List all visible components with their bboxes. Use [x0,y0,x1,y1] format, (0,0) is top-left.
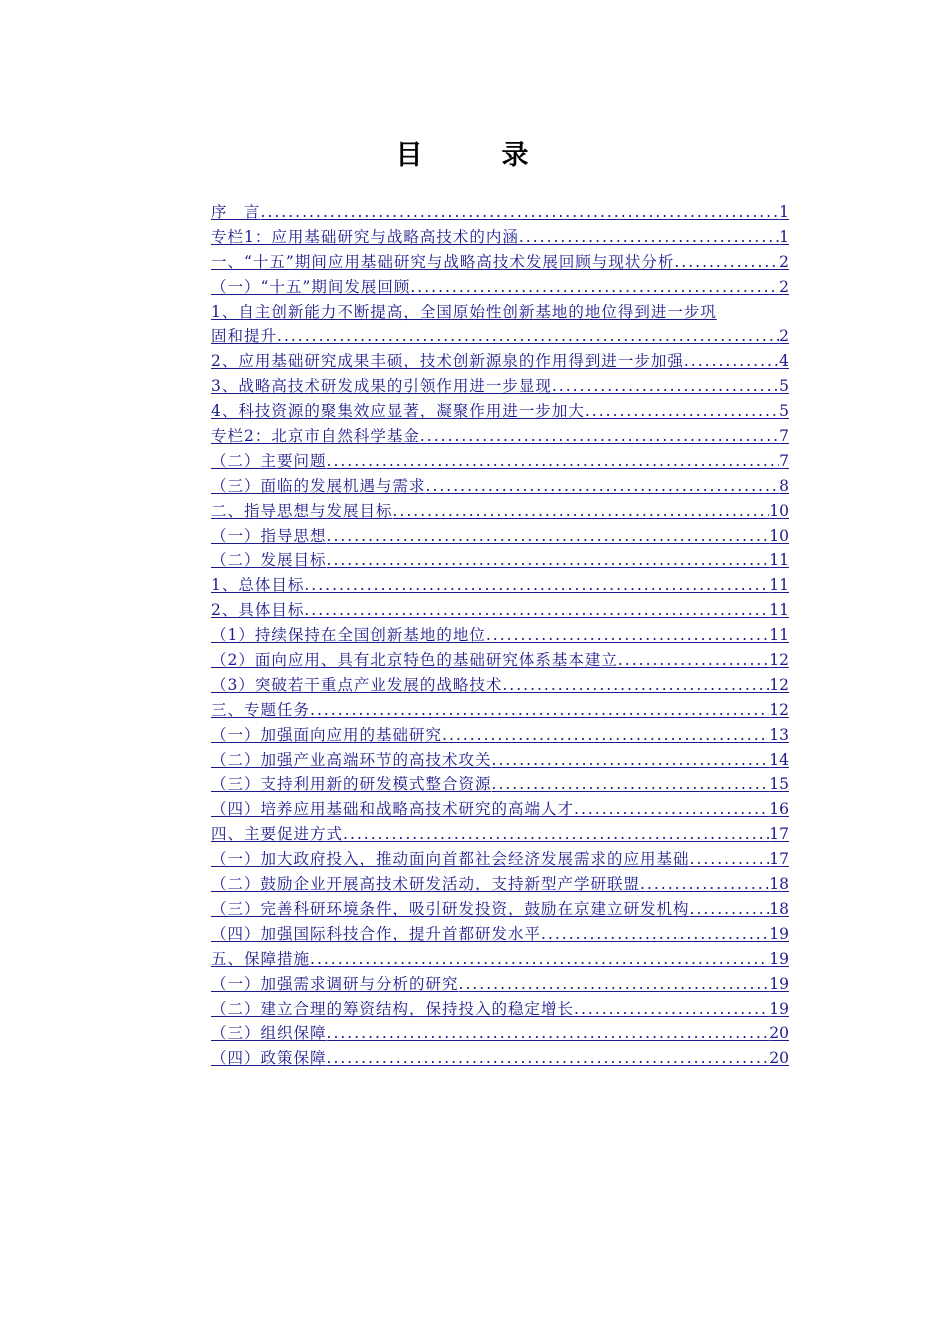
toc-page-number: 19 [769,924,789,943]
toc-page-number: 18 [769,899,789,918]
toc-page-number: 11 [769,576,789,595]
toc-page-number: 10 [769,501,789,520]
toc-leader-dots [684,349,779,374]
toc-entry[interactable] [211,225,789,250]
toc-entry[interactable] [211,822,789,847]
toc-entry[interactable] [211,598,789,623]
toc-entry-text: （一）“十五”期间发展回顾 [211,277,411,296]
toc-page-number: 17 [769,850,789,869]
toc-entry[interactable] [211,847,789,872]
toc-entry-text: 专栏2：北京市自然科学基金 [211,427,420,446]
toc-page-number: 7 [779,427,789,446]
toc-page-number: 7 [779,451,789,470]
toc-page-number: 4 [779,352,789,371]
toc-leader-dots [310,947,769,972]
toc-entry[interactable] [211,250,789,275]
toc-entry-text: 1、总体目标 [211,576,305,595]
toc-entry-text: （三）面临的发展机遇与需求 [211,476,426,495]
toc-entry-text: （四）政策保障 [211,1049,327,1068]
toc-page-number: 19 [769,974,789,993]
toc-leader-dots [640,872,769,897]
toc-entry-text: （二）发展目标 [211,551,327,570]
toc-entry[interactable] [211,623,789,648]
toc-entry-text: 1、自主创新能力不断提高，全国原始性创新基地的地位得到进一步巩 [211,302,717,321]
toc-page-number: 15 [769,775,789,794]
toc-entry[interactable] [211,399,789,424]
toc-entry[interactable] [211,573,789,598]
toc-entry-text: 固和提升 [211,327,278,346]
toc-entry[interactable] [211,673,789,698]
toc-entry[interactable] [211,648,789,673]
toc-entry-text: （二）主要问题 [211,451,327,470]
toc-leader-dots [574,997,769,1022]
toc-page-number: 10 [769,526,789,545]
toc-page-number: 18 [769,875,789,894]
toc-entry[interactable] [211,797,789,822]
toc-title: 目 录 [395,140,555,171]
toc-leader-dots [486,623,769,648]
toc-entry-text: 4、科技资源的聚集效应显著，凝聚作用进一步加大 [211,402,585,421]
toc-leader-dots [492,748,770,773]
toc-page-number: 19 [769,999,789,1018]
toc-leader-dots [327,449,780,474]
toc-leader-dots [261,200,780,225]
toc-leader-dots [674,250,779,275]
toc-entry[interactable] [211,897,789,922]
toc-page-number: 8 [779,476,789,495]
toc-entry-text: 一、“十五”期间应用基础研究与战略高技术发展回顾与现状分析 [211,252,675,271]
toc-entry-text: （二）鼓励企业开展高技术研发活动，支持新型产学研联盟 [211,875,641,894]
toc-page-number: 12 [769,675,789,694]
toc-leader-dots [327,1021,770,1046]
toc-leader-dots [327,548,770,573]
toc-entry-text: 四、主要促进方式 [211,825,344,844]
toc-entry[interactable] [211,474,789,499]
toc-page-number: 14 [769,750,789,769]
toc-leader-dots [410,275,779,300]
toc-page-number: 11 [769,551,789,570]
toc-leader-dots [343,822,769,847]
toc-entry[interactable] [211,200,789,225]
toc-entry-text: （一）加强需求调研与分析的研究 [211,974,459,993]
toc-entry-text: （四）加强国际科技合作，提升首都研发水平 [211,924,542,943]
toc-entry-text: 序 言 [211,203,261,221]
toc-page-number: 5 [779,377,789,396]
toc-entry[interactable] [211,972,789,997]
toc-entry-text: （一）指导思想 [211,526,327,545]
toc-leader-dots [393,499,770,524]
toc-entry-text: （四）培养应用基础和战略高技术研究的高端人才 [211,800,575,819]
toc-leader-dots [552,374,779,399]
toc-leader-dots [690,847,770,872]
toc-entry-text: 五、保障措施 [211,949,311,968]
toc-leader-dots [277,324,779,349]
toc-page-number: 2 [779,277,789,296]
toc-page-number: 1 [779,203,789,221]
toc-leader-dots [585,399,779,424]
toc-entry[interactable] [211,548,789,573]
toc-entry-text: （二）加强产业高端环节的高技术攻关 [211,750,492,769]
toc-leader-dots [327,1046,770,1071]
toc-entry-text: （一）加强面向应用的基础研究 [211,725,443,744]
toc-entry[interactable] [211,1021,789,1046]
toc-page-number: 20 [769,1049,789,1068]
toc-leader-dots [459,972,770,997]
toc-entry[interactable] [211,698,789,723]
toc-entry-text: 2、具体目标 [211,601,305,620]
toc-entry[interactable] [211,997,789,1022]
toc-page-number: 16 [769,800,789,819]
toc-entry[interactable] [211,449,789,474]
toc-leader-dots [304,598,769,623]
toc-page-number: 2 [779,252,789,271]
toc-page-number: 17 [769,825,789,844]
toc-entry[interactable] [211,499,789,524]
toc-page-number: 20 [769,1024,789,1043]
toc-page-number: 1 [779,227,789,246]
toc-entry[interactable] [211,1046,789,1071]
toc-entry[interactable] [211,748,789,773]
toc-entry-text: 2、应用基础研究成果丰硕，技术创新源泉的作用得到进一步加强 [211,352,684,371]
table-of-contents [211,200,789,1071]
toc-leader-dots [420,424,779,449]
toc-entry[interactable] [211,374,789,399]
toc-leader-dots [327,524,770,549]
toc-page-number: 2 [779,327,789,346]
toc-entry-text: 二、指导思想与发展目标 [211,501,393,520]
toc-entry-text: （三）组织保障 [211,1024,327,1043]
toc-entry-text: （一）加大政府投入，推动面向首都社会经济发展需求的应用基础 [211,850,690,869]
toc-leader-dots [492,772,770,797]
toc-entry-text: （三）完善科研环境条件，吸引研发投资，鼓励在京建立研发机构 [211,899,690,918]
toc-leader-dots [690,897,770,922]
toc-leader-dots [304,573,769,598]
toc-leader-dots [502,673,769,698]
toc-entry[interactable] [211,349,789,374]
toc-leader-dots [519,225,779,250]
toc-entry[interactable] [211,424,789,449]
toc-page-number: 11 [769,626,789,645]
toc-entry-text: 专栏1：应用基础研究与战略高技术的内涵 [211,227,519,246]
toc-page-number: 19 [769,949,789,968]
toc-entry-text: （2）面向应用、具有北京特色的基础研究体系基本建立 [211,651,618,670]
toc-page-number: 13 [769,725,789,744]
toc-entry[interactable] [211,772,789,797]
toc-entry-text: （1）持续保持在全国创新基地的地位 [211,626,486,645]
toc-entry-text: 三、专题任务 [211,700,311,719]
toc-entry[interactable] [211,723,789,748]
toc-entry-text: 3、战略高技术研发成果的引领作用进一步显现 [211,377,552,396]
toc-leader-dots [541,922,769,947]
toc-leader-dots [442,723,769,748]
toc-page-number: 5 [779,402,789,421]
toc-page-number: 12 [769,651,789,670]
toc-entry[interactable] [211,872,789,897]
toc-page-number: 11 [769,601,789,620]
toc-entry[interactable] [211,275,789,300]
toc-entry[interactable] [211,947,789,972]
toc-leader-dots [618,648,769,673]
toc-entry[interactable] [211,524,789,549]
toc-entry-text: （二）建立合理的筹资结构，保持投入的稳定增长 [211,999,575,1018]
toc-leader-dots [310,698,769,723]
toc-entry-text: （3）突破若干重点产业发展的战略技术 [211,675,503,694]
toc-entry[interactable] [211,300,789,350]
toc-leader-dots [426,474,780,499]
toc-leader-dots [574,797,769,822]
toc-page-number: 12 [769,700,789,719]
toc-entry[interactable] [211,922,789,947]
toc-entry-text: （三）支持利用新的研发模式整合资源 [211,775,492,794]
